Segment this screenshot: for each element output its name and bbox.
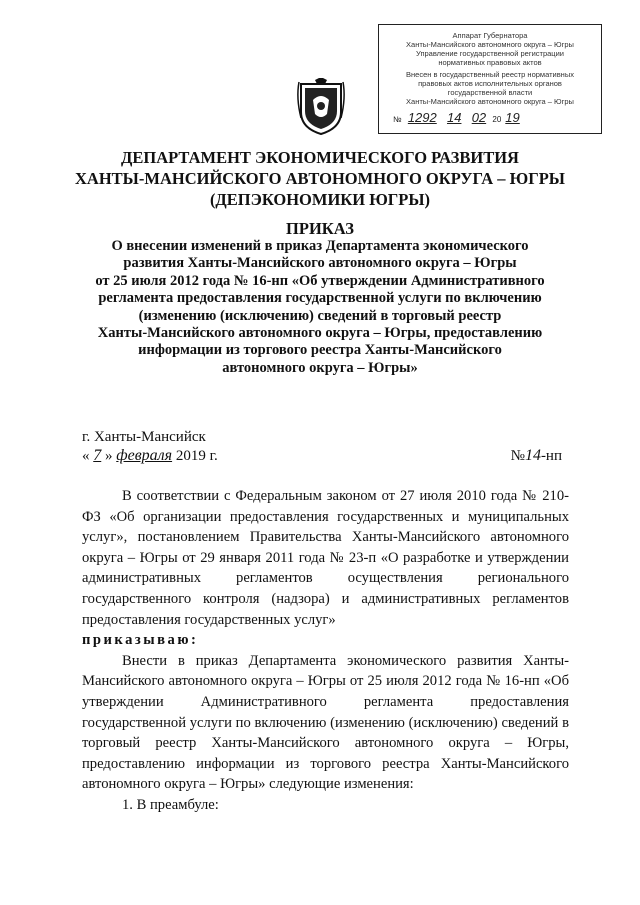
stamp-line: нормативных правовых актов [438,58,542,67]
subject-line: (изменению (исключению) сведений в торговый реестр [138,307,502,324]
stamp-line: государственной власти [447,88,533,97]
document-date: « 7 » февраля 2019 г. [82,447,218,464]
document-number: №14-нп [510,447,562,464]
amendment-paragraph: Внести в приказ Департамента экономического развития Ханты-Мансийского автономного округа – Югры от 25 июля 2012 года № 16-нп «Об утверждении Административного регламента предоставления государственной услуги по включению (изменению (исключению) сведений в торговый реестр Ханты-Мансийского автономного округа – Югры, предоставлению информации из торгового реестра Ханты-Мансийского автономного округа – Югры» следующие изменения: [82,652,569,793]
stamp-reg-day: 14 [446,110,462,125]
ordering-word: приказываю: [82,632,199,649]
order-body [82,486,569,816]
department-line: ХАНТЫ-МАНСИЙСКОГО АВТОНОМНОГО ОКРУГА – ЮГРЫ [75,169,565,188]
department-line: (ДЕПЭКОНОМИКИ ЮГРЫ) [209,190,431,209]
subject-line: от 25 июля 2012 года № 16-нп «Об утверждении Административного [95,272,545,289]
subject-line: развития Ханты-Мансийского автономного округа – Югры [123,255,517,272]
number-value: 14 [524,447,541,464]
stamp-line: Управление государственной регистрации [416,49,564,58]
subject-line: информации из торгового реестра Ханты-Мансийского [138,342,502,359]
coat-of-arms-emblem [295,78,347,138]
stamp-line: правовых актов исполнительных органов [418,79,562,88]
date-year: 2019 г. [175,448,218,464]
subject-line: автономного округа – Югры» [222,359,418,376]
preamble-paragraph: В соответствии с Федеральным законом от 27 июля 2010 года № 210-ФЗ «Об организации предоставления государственных и муниципальных услуг», постановлением Правительства Ханты-Мансийского автономного округа – Югры от 29 января 2011 года № 23-п «О разработке и утверждении административных регламентов осуществления регионального государственного контроля (надзора) и административных регламентов предоставления государственных услуг» [82,488,569,628]
stamp-line: Внесен в государственный реестр нормативных [406,70,574,79]
department-name [0,147,640,210]
date-day: 7 [93,447,102,464]
department-line: ДЕПАРТАМЕНТ ЭКОНОМИЧЕСКОГО РАЗВИТИЯ [121,148,519,167]
document-type: ПРИКАЗ [286,219,354,238]
subject-line: регламента предоставления государственной услуги по включению [98,290,542,307]
stamp-line: Ханты-Мансийского автономного округа – Югры [406,97,574,106]
stamp-line: Аппарат Губернатора [452,31,528,40]
place-of-issue: г. Ханты-Мансийск [82,429,206,445]
stamp-registration-number: № 1292 14 02 20 19 [393,110,520,125]
stamp-reg-month: 02 [471,110,487,125]
order-subject [80,238,560,377]
subject-line: Ханты-Мансийского автономного округа – Югры, предоставлению [97,325,543,342]
date-month: февраля [116,447,173,464]
stamp-reg-number: 1292 [407,110,437,125]
item-1: 1. В преамбуле: [122,796,219,813]
registration-stamp [378,24,602,134]
stamp-line: Ханты-Мансийского автономного округа – Югры [406,40,574,49]
stamp-reg-year: 19 [505,110,520,125]
subject-line: О внесении изменений в приказ Департамента экономического [111,238,529,254]
